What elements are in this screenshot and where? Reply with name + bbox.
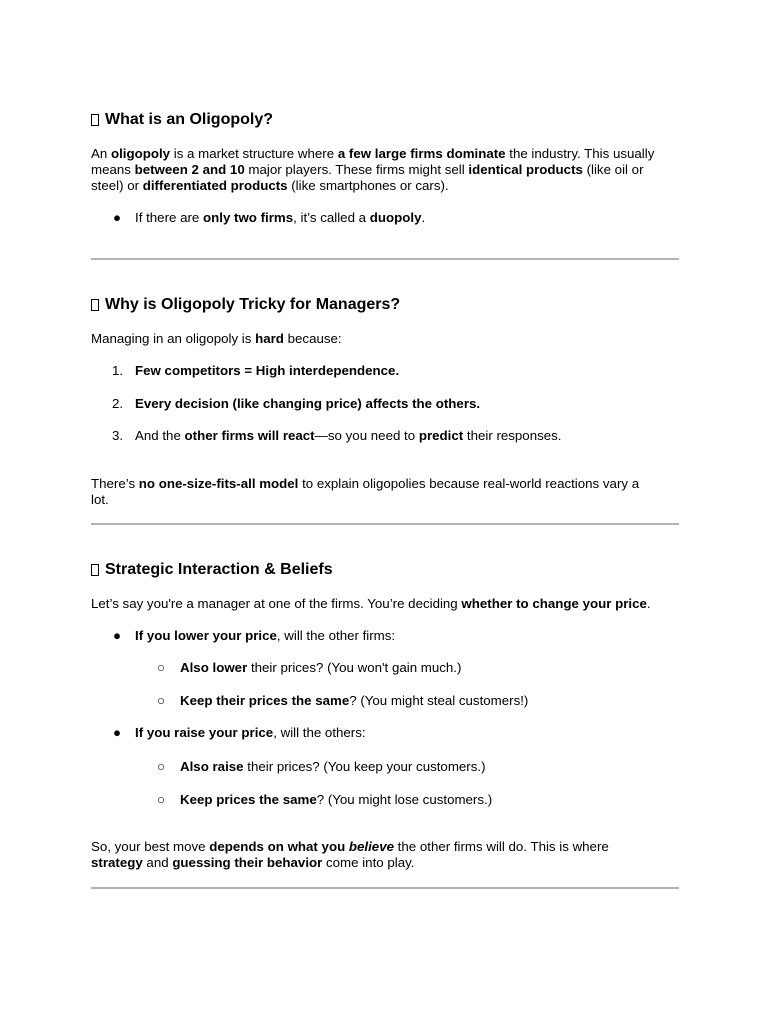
bullet-icon: ● — [113, 628, 122, 643]
paragraph-best-move: So, your best move depends on what you believe the other firms will do. This is where strategy and guessing their behavior come into play. — [91, 839, 609, 870]
heading-strategic-interaction: Strategic Interaction & Beliefs — [91, 558, 679, 582]
missing-emoji-icon — [91, 114, 99, 126]
list-number: 3. — [112, 428, 124, 443]
paragraph-no-model: There’s no one-size-fits-all model to explain oligopolies because real-world reactions vary a lot. — [91, 476, 640, 507]
section-divider — [91, 887, 679, 889]
paragraph-definition: An oligopoly is a market structure where a few large firms dominate the industry. This usually means between 2 and 10 major players. These firms might sell identical products (like oil or steel) or differentiated products (like smartphones or cars). — [91, 146, 655, 193]
missing-emoji-icon — [91, 564, 99, 576]
paragraph-scenario: Let’s say you're a manager at one of the firms. You’re deciding whether to change your price. — [91, 596, 651, 611]
bullet-icon: ● — [113, 210, 122, 225]
bullet-icon: ● — [113, 725, 122, 740]
heading-what-is-oligopoly: What is an Oligopoly? — [91, 108, 679, 132]
section-divider — [91, 258, 679, 260]
list-number: 2. — [112, 396, 124, 411]
circle-bullet-icon: ○ — [157, 693, 166, 708]
list-number: 1. — [112, 363, 124, 378]
circle-bullet-icon: ○ — [157, 660, 166, 675]
circle-bullet-icon: ○ — [157, 792, 166, 807]
section-divider — [91, 523, 679, 525]
missing-emoji-icon — [91, 299, 99, 311]
heading-why-tricky: Why is Oligopoly Tricky for Managers? — [91, 293, 679, 317]
circle-bullet-icon: ○ — [157, 759, 166, 774]
paragraph-managing-intro: Managing in an oligopoly is hard because: — [91, 331, 342, 346]
